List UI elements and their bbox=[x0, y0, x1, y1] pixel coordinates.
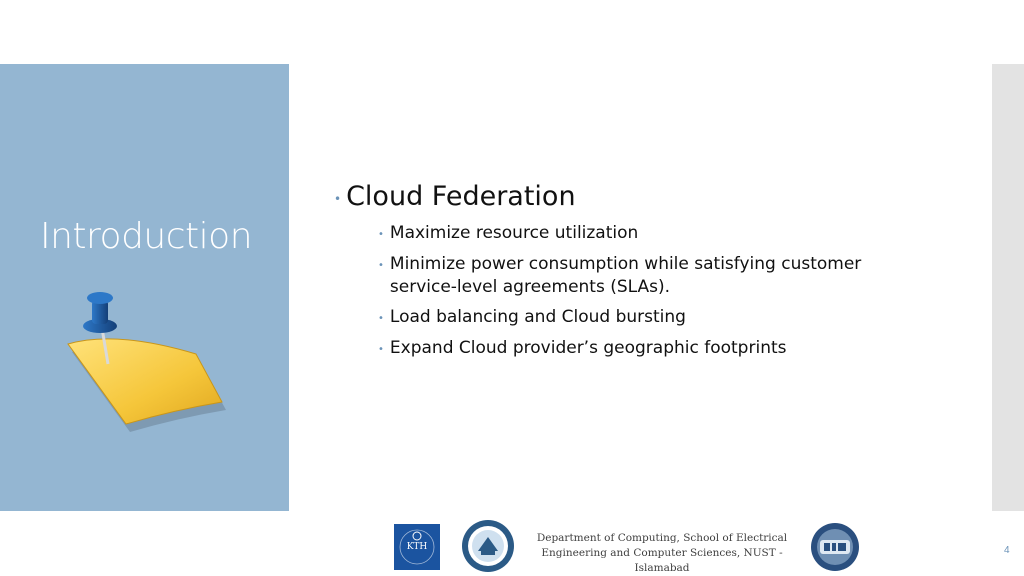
page-number: 4 bbox=[1004, 545, 1010, 556]
footer bbox=[0, 511, 1024, 576]
list-item-text: Expand Cloud provider’s geographic footprints bbox=[389, 338, 787, 358]
list-item-text: Minimize power consumption while satisfying customer service-level agreements (SLAs). bbox=[389, 254, 862, 297]
list-item bbox=[378, 337, 934, 361]
right-edge-strip bbox=[992, 64, 1024, 511]
list-item-text: Maximize resource utilization bbox=[389, 223, 639, 243]
kth-logo-text: KTH bbox=[406, 542, 428, 552]
list-item bbox=[378, 253, 934, 299]
content-area bbox=[334, 180, 934, 368]
list-item bbox=[378, 222, 934, 246]
sticky-note-pin-icon bbox=[56, 288, 236, 438]
nust-logo bbox=[461, 519, 515, 573]
bullet-glyph: • bbox=[378, 260, 384, 271]
bullet-glyph: • bbox=[378, 313, 384, 324]
sub-bullet-list bbox=[378, 222, 934, 361]
bullet-glyph: • bbox=[378, 229, 384, 240]
main-bullet bbox=[334, 180, 934, 216]
list-item bbox=[378, 306, 934, 330]
bullet-glyph: • bbox=[378, 344, 384, 355]
slide-title: Introduction bbox=[40, 216, 253, 257]
bullet-glyph: • bbox=[334, 192, 342, 206]
kth-logo bbox=[394, 524, 440, 570]
department-text: Department of Computing, School of Electrical Engineering and Computer Sciences, NUST - Islamabad bbox=[536, 532, 788, 574]
list-item-text: Load balancing and Cloud bursting bbox=[389, 307, 686, 327]
ais-logo bbox=[810, 522, 860, 572]
main-bullet-text: Cloud Federation bbox=[346, 181, 576, 212]
